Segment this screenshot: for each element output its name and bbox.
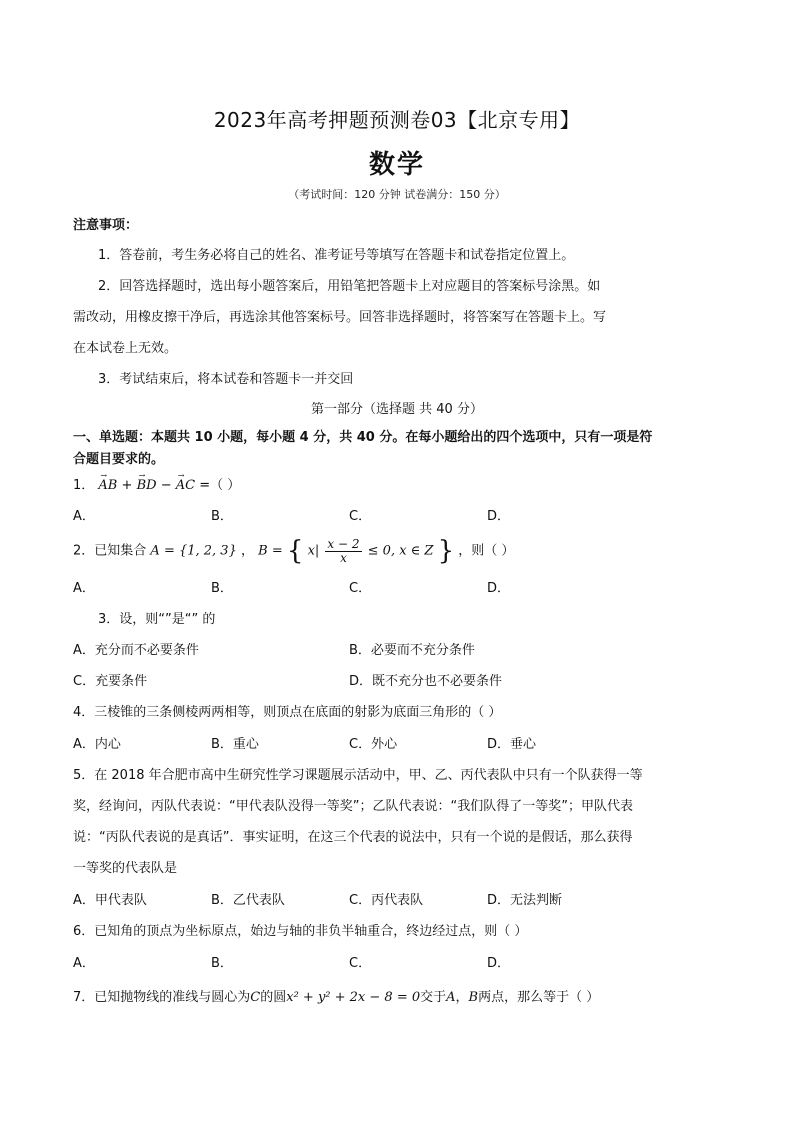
question-7-mid: 的圆 [260,990,287,1005]
question-2-prefix: 2．已知集合 [73,543,147,559]
question-7-post-1: 交于 [420,990,447,1005]
q4-option-d[interactable]: D．垂心 [487,737,537,752]
q6-option-c[interactable]: C． [349,956,372,971]
q5-option-b[interactable]: B．乙代表队 [211,893,285,908]
question-5-line-3: 说：“丙队代表说的是真话”．事实证明，在这三个代表的说法中，只有一个说的是假话，那么获得 [73,830,633,845]
set-b-variable: x| [307,543,320,559]
question-5-line-4: 一等奖的代表队是 [73,861,178,876]
separator: ， [241,543,255,559]
exam-info: （考试时间：120 分钟 试卷满分：150 分） [288,188,506,201]
question-2 [73,532,514,571]
note-item-2-line-1: 2．回答选择题时，选出每小题答案后，用铅笔把答题卡上对应题目的答案标号涂黑。如 [98,279,601,294]
question-5-line-1: 5．在 2018 年合肥市高中生研究性学习课题展示活动中，甲、乙、丙代表队中只有一个队获得一等 [73,768,643,783]
vector-bd: → BD [137,476,157,496]
set-a: A = {1, 2, 3} [150,543,237,559]
note-item-3: 3．考试结束后，将本试卷和答题卡一并交回 [98,372,354,387]
plus-sign: + [121,478,133,493]
question-7-prefix: 7．已知抛物线的准线与圆心为 [73,990,251,1005]
note-item-2-line-3: 在本试卷上无效。 [73,341,178,356]
q6-option-b[interactable]: B． [211,956,233,971]
question-5-line-2: 奖，经询问，丙队代表说：“甲代表队没得一等奖”；乙队代表说：“我们队得了一等奖”；甲队代表 [73,799,633,814]
set-b-prefix: B = [258,543,283,559]
q4-option-a[interactable]: A．内心 [73,737,121,752]
fraction-numerator: x − 2 [327,536,360,551]
q1-option-b[interactable]: B． [211,509,233,524]
q2-option-c[interactable]: C． [349,581,372,596]
question-1 [73,476,240,496]
section-instructions-line-1: 一、单选题：本题共 10 小题，每小题 4 分，共 40 分。在每小题给出的四个选项中，只有一项是符 [73,430,653,445]
note-item-1: 1．答卷前，考生务必将自己的姓名、准考证号等填写在答题卡和试卷指定位置上。 [98,248,575,263]
left-brace: { [286,536,304,566]
question-6: 6．已知角的顶点为坐标原点，始边与轴的非负半轴重合，终边经过点，则（ ） [73,924,528,939]
part1-heading: 第一部分（选择题 共 40 分） [311,402,483,417]
circle-equation: x² + y² + 2x − 8 = 0 [286,990,421,1005]
vector-ab: → AB [98,476,117,496]
fraction [325,538,361,565]
right-brace: } [437,536,455,566]
question-1-number: 1． [73,478,95,493]
q5-option-d[interactable]: D．无法判断 [487,893,563,908]
section-instructions-line-2: 合题目要求的。 [73,452,165,467]
note-item-2-line-2: 需改动，用橡皮擦干净后，再选涂其他答案标号。回答非选择题时，将答案写在答题卡上。写 [73,310,607,325]
question-4: 4．三棱锥的三条侧棱两两相等，则顶点在底面的射影为底面三角形的（ ） [73,705,502,720]
q6-option-a[interactable]: A． [73,956,95,971]
q3-option-a[interactable]: A．充分而不必要条件 [73,643,199,658]
notes-heading: 注意事项： [73,218,139,233]
q3-option-c[interactable]: C．充要条件 [73,674,148,689]
q5-option-a[interactable]: A．甲代表队 [73,893,147,908]
question-3: 3．设，则“”是“” 的 [98,612,216,627]
q4-option-c[interactable]: C．外心 [349,737,398,752]
minus-sign: − [160,478,172,493]
q2-option-a[interactable]: A． [73,581,95,596]
question-1-tail: =（ ） [199,478,241,493]
q2-option-d[interactable]: D． [487,581,511,596]
subject-title: 数学 [368,150,425,180]
q3-option-d[interactable]: D．既不充分也不必要条件 [349,674,503,689]
set-b-condition: ≤ 0, x ∈ Z [367,543,434,559]
q1-option-c[interactable]: C． [349,509,372,524]
q5-option-c[interactable]: C．丙代表队 [349,893,424,908]
question-2-tail: ，则（ ） [458,543,515,559]
fraction-denominator: x [340,550,347,565]
q2-option-b[interactable]: B． [211,581,233,596]
q6-option-d[interactable]: D． [487,956,511,971]
point-c: C [250,990,261,1005]
point-a: A [446,990,456,1005]
q1-option-a[interactable]: A． [73,509,95,524]
question-7-post-2: 两点，那么等于（ ） [478,990,600,1005]
q1-option-d[interactable]: D． [487,509,511,524]
point-b: B [468,990,479,1005]
q3-option-b[interactable]: B．必要而不充分条件 [349,643,475,658]
q4-option-b[interactable]: B．重心 [211,737,259,752]
vector-ac: → AC [176,476,195,496]
question-7 [73,988,599,1008]
exam-title: 2023年高考押题预测卷03【北京专用】 [213,108,581,132]
question-7-comma: ， [455,990,469,1005]
